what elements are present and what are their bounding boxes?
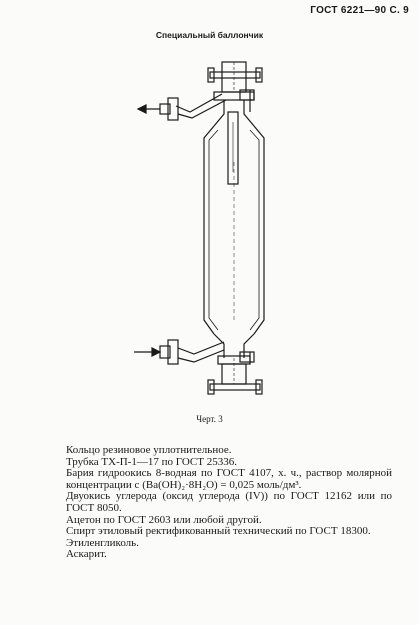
materials-list: [66, 445, 392, 561]
page-title: Специальный баллончик: [155, 30, 264, 40]
list-item: Ацетон по ГОСТ 2603 или любой другой.: [66, 513, 262, 526]
cylinder-body: [204, 126, 264, 334]
bottom-inlet: [134, 340, 224, 364]
bottom-neck: [214, 334, 254, 358]
document-code: ГОСТ 6221—90 С. 9: [310, 5, 409, 16]
inner-tube: [228, 112, 238, 184]
list-item: Кольцо резиновое уплотнительное.: [66, 444, 232, 456]
cylinder-drawing: [130, 52, 290, 400]
top-neck: [214, 100, 254, 126]
list-item: Бария гидроокись 8-водная по ГОСТ 4107, х. ч., раствор молярной концентрации c (Ba(OH)₂·8H₂O) = 0,025 моль/дм³.: [66, 467, 392, 491]
top-outlet: [138, 94, 226, 120]
list-item: Трубка ТХ-П-1—17 по ГОСТ 25336.: [66, 455, 237, 468]
list-item: Аскарит.: [66, 548, 107, 561]
list-item: Этиленгликоль.: [66, 536, 139, 549]
bottom-flange: [208, 352, 262, 394]
list-item: Спирт этиловый ректификованный технический по ГОСТ 18300.: [66, 525, 371, 538]
top-flange: [208, 62, 262, 112]
list-item: Двуокись углерода (оксид углерода (IV)) по ГОСТ 12162 или по ГОСТ 8050.: [66, 490, 392, 514]
figure-caption: Черт. 3: [196, 414, 223, 424]
